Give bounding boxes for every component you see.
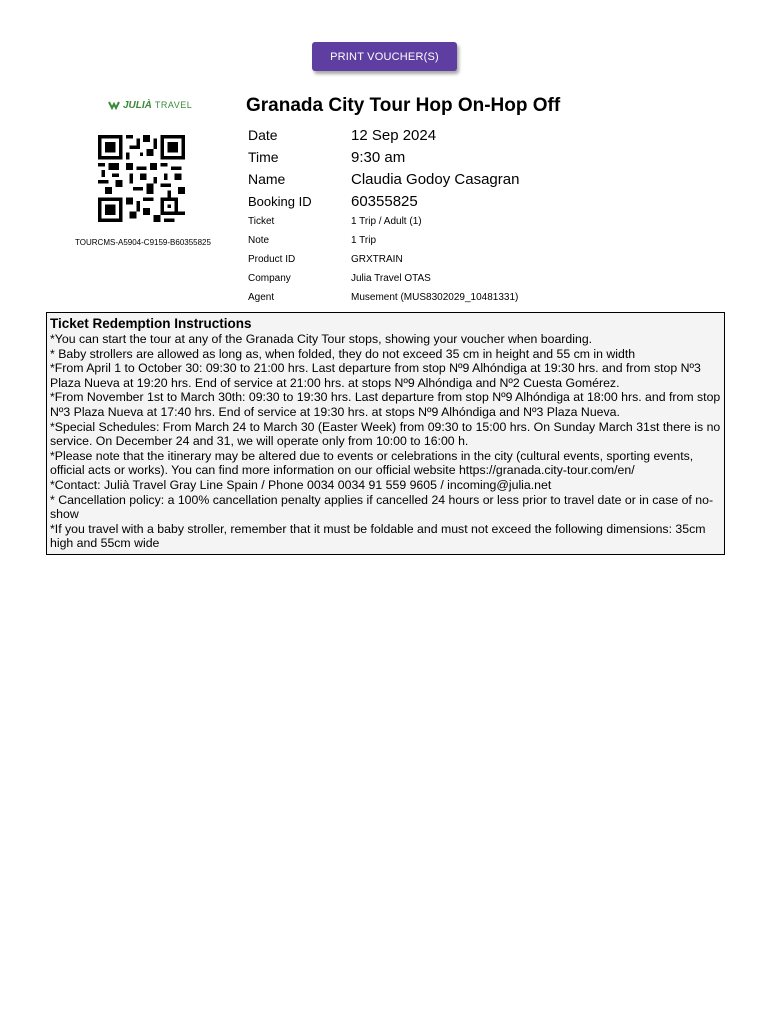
field-booking-id [248,190,519,212]
field-company [248,269,519,288]
field-value: 12 Sep 2024 [351,126,437,144]
field-ticket [248,212,519,231]
field-label: Name [248,171,286,187]
field-label: Time [248,149,279,165]
field-label: Product ID [248,254,296,265]
print-vouchers-button[interactable]: PRINT VOUCHER(S) [312,42,457,71]
field-note [248,231,519,250]
instruction-line: *From April 1 to October 30: 09:30 to 21:00 hrs. Last departure from stop Nº9 Alhóndiga at 19:30 hrs. and from stop Nº3 Plaza Nueva at 19:20 hrs. End of service at 21:00 hrs. at stops Nº9 Alhóndiga and Nº2 Cuesta Gomérez. [50,361,701,390]
field-value: Claudia Godoy Casagran [351,170,520,188]
field-label: Date [248,127,278,143]
booking-details [248,124,519,307]
redemption-instructions [46,312,725,555]
page-title: Granada City Tour Hop On-Hop Off [246,95,561,116]
field-agent [248,288,519,307]
logo-brand-bold: JULIÀ [123,99,152,111]
field-value: 1 Trip [351,235,377,246]
logo-brand-light: TRAVEL [154,100,193,110]
field-value: Musement (MUS8302029_10481331) [351,292,519,303]
field-value: Julia Travel OTAS [351,273,431,284]
field-label: Company [248,273,291,284]
qr-code-text: TOURCMS-A5904-C9159-B60355825 [75,238,211,247]
instruction-line: * Baby strollers are allowed as long as, when folded, they do not exceed 35 cm in height and 55 cm in width [50,346,636,361]
julia-travel-logo [108,98,192,112]
logo-mark-icon [108,100,120,110]
field-label: Agent [248,292,275,303]
field-name [248,168,519,190]
instruction-line: *Please note that the itinerary may be altered due to events or celebrations in the city (cultural events, sporting events, official acts or works). You can find more information on our official website https://granada.city-tour.com/en/ [50,448,694,478]
instruction-line: *From November 1st to March 30th: 09:30 to 19:30 hrs. Last departure from stop Nº9 Alhóndiga at 18:00 hrs. and from stop Nº3 Plaza Nueva at 17:40 hrs. End of service at 19:30 hrs. at stops Nº9 Alhóndiga and Nº3 Plaza Nueva. [50,390,721,419]
instructions-heading: Ticket Redemption Instructions [50,316,252,331]
field-label: Ticket [248,216,275,227]
instruction-line: *Contact: Julià Travel Gray Line Spain / Phone 0034 0034 91 559 9605 / incoming@julia.net [50,477,552,492]
field-product-id [248,250,519,269]
field-value: GRXTRAIN [351,254,403,265]
instruction-line: * Cancellation policy: a 100% cancellation penalty applies if cancelled 24 hours or less prior to travel date or in case of no-show [50,492,714,522]
qr-code-icon [96,135,187,222]
field-label: Note [248,235,270,246]
instruction-line: *You can start the tour at any of the Granada City Tour stops, showing your voucher when boarding. [50,332,593,346]
field-value: 60355825 [351,192,418,210]
instruction-line: *Special Schedules: From March 24 to March 30 (Easter Week) from 09:30 to 15:00 hrs. On Sunday March 31st there is no service. On December 24 and 31, we will operate only from 10:00 to 16:00 h. [50,419,721,449]
field-value: 1 Trip / Adult (1) [351,216,422,227]
instruction-line: *If you travel with a baby stroller, remember that it must be foldable and must not exceed the following dimensions: 35cm high and 55cm wide [50,521,706,551]
field-label: Booking ID [248,193,312,209]
field-value: 9:30 am [351,148,406,166]
field-time [248,146,519,168]
field-date [248,124,519,146]
